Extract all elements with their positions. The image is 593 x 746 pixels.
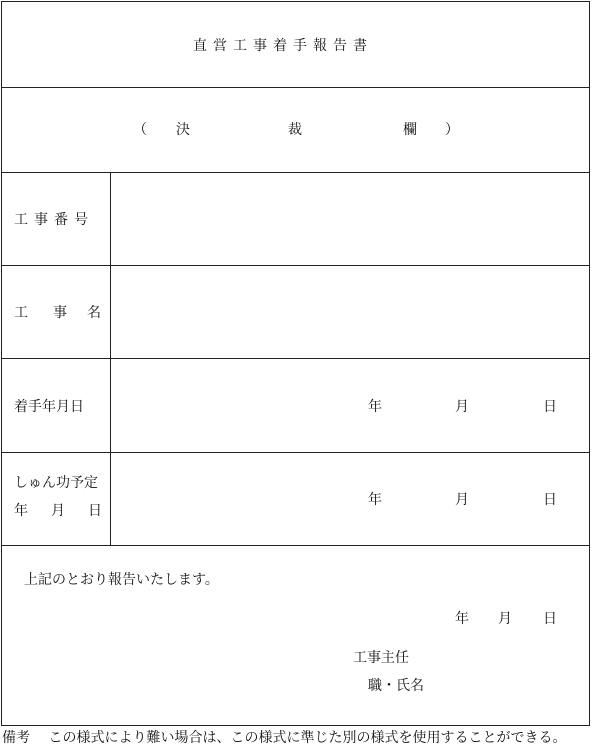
completion-date-label-line1: しゅん功予定 [14, 475, 98, 491]
approval-field[interactable] [2, 88, 589, 172]
report-date-year: 年 [455, 611, 469, 627]
completion-date-year: 年 [368, 492, 382, 508]
footer-note-label: 備考 [2, 730, 30, 746]
supervisor-label: 工事主任 [353, 650, 409, 666]
completion-date-field[interactable] [111, 453, 589, 545]
start-date-day: 日 [543, 399, 557, 415]
report-date-month: 月 [498, 611, 512, 627]
report-date-day: 日 [543, 611, 557, 627]
completion-date-label-day: 日 [88, 503, 102, 519]
approval-close-paren: ） [445, 122, 459, 138]
approval-label-2: 裁 [288, 122, 302, 138]
start-date-year: 年 [368, 399, 382, 415]
start-date-field[interactable] [111, 359, 589, 452]
completion-date-label-year: 年 [14, 503, 28, 519]
report-form [1, 1, 590, 726]
approval-label-1: 決 [176, 122, 190, 138]
divider-completion-date [2, 545, 589, 546]
footer-note [2, 731, 566, 745]
form-title: 直営工事着手報告書 [193, 38, 373, 54]
completion-date-month: 月 [455, 492, 469, 508]
report-statement: 上記のとおり報告いたします。 [24, 572, 219, 588]
work-number-label: 工事番号 [14, 212, 94, 228]
start-date-month: 月 [455, 399, 469, 415]
work-name-label-1: 工 [14, 305, 28, 321]
work-number-field[interactable] [111, 173, 589, 265]
work-name-label-3: 名 [87, 305, 101, 321]
position-name-label: 職・氏名 [368, 678, 424, 694]
signature-field[interactable] [432, 672, 582, 698]
completion-date-day: 日 [543, 492, 557, 508]
footer-note-text: この様式により難い場合は、この様式に準じた別の様式を使用することができる。 [48, 730, 567, 746]
work-name-field[interactable] [111, 266, 589, 358]
work-name-label-2: 事 [53, 305, 67, 321]
completion-date-label-month: 月 [51, 503, 65, 519]
approval-label-3: 欄 [403, 122, 417, 138]
approval-open-paren: （ [133, 122, 147, 138]
start-date-label: 着手年月日 [14, 399, 84, 415]
